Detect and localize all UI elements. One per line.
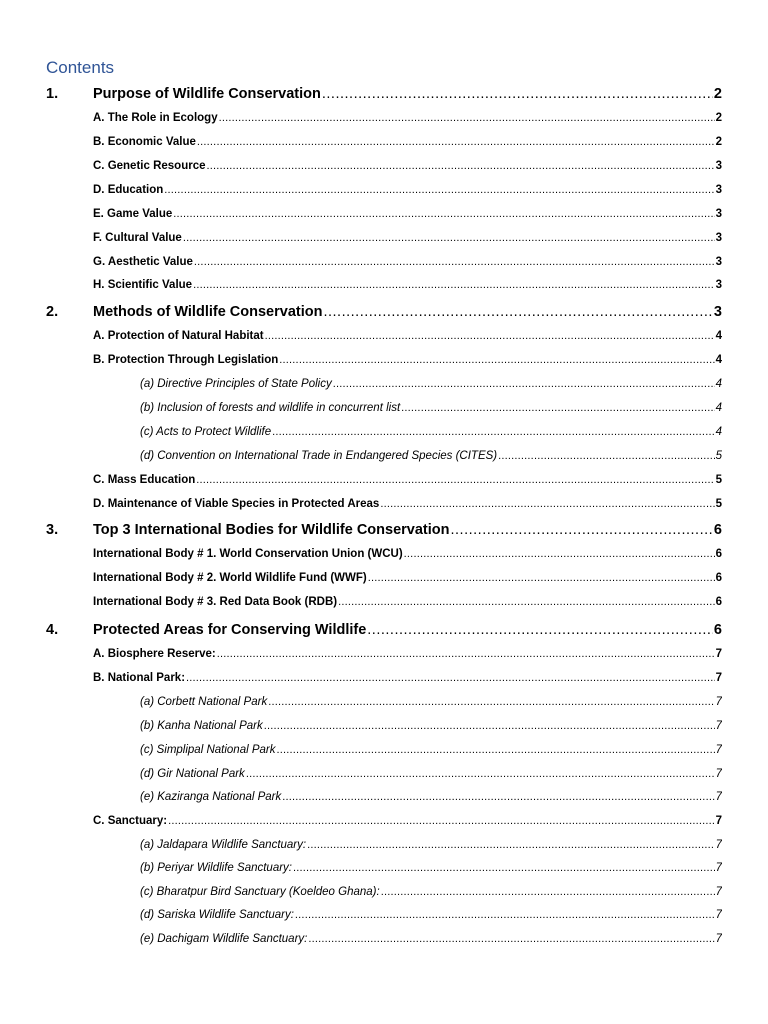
dot-leader — [186, 672, 715, 684]
entry-title: (d) Gir National Park — [140, 768, 245, 780]
dot-leader — [367, 622, 713, 638]
dot-leader — [338, 596, 715, 608]
entry-title: G. Aesthetic Value — [93, 256, 193, 268]
toc-item-entry[interactable] — [93, 112, 722, 124]
page-number: 3 — [715, 184, 722, 196]
toc-item-entry[interactable] — [93, 596, 722, 608]
entry-title: B. Economic Value — [93, 136, 196, 148]
dot-leader — [401, 402, 714, 414]
entry-title: Protected Areas for Conserving Wildlife — [93, 622, 367, 638]
dot-leader — [268, 696, 714, 708]
dot-leader — [307, 839, 715, 851]
toc-heading: Contents — [46, 58, 115, 77]
page-number: 7 — [715, 886, 722, 898]
entry-title: International Body # 2. World Wildlife Fund (WWF) — [93, 572, 367, 584]
dot-leader — [380, 498, 714, 510]
entry-title: C. Genetic Resource — [93, 160, 206, 172]
dot-leader — [282, 791, 714, 803]
page-number: 7 — [715, 648, 722, 660]
entry-title: H. Scientific Value — [93, 279, 193, 291]
toc-section-entry[interactable] — [46, 622, 722, 638]
entry-title: (c) Acts to Protect Wildlife — [140, 426, 272, 438]
entry-title: (a) Directive Principles of State Policy — [140, 378, 332, 390]
entry-title: International Body # 1. World Conservation Union (WCU) — [93, 548, 403, 560]
page-number: 7 — [715, 696, 722, 708]
entry-title: C. Mass Education — [93, 474, 196, 486]
section-number: 3. — [46, 522, 59, 538]
dot-leader — [197, 136, 715, 148]
dot-leader — [451, 522, 713, 538]
page-number: 7 — [715, 815, 722, 827]
dot-leader — [265, 330, 715, 342]
dot-leader — [173, 208, 714, 220]
entry-title: F. Cultural Value — [93, 232, 182, 244]
page-number: 3 — [715, 232, 722, 244]
page-number: 2 — [713, 86, 722, 102]
entry-title: (a) Corbett National Park — [140, 696, 268, 708]
dot-leader — [193, 279, 715, 291]
entry-title: B. Protection Through Legislation — [93, 354, 279, 366]
toc-subitem-entry[interactable] — [140, 886, 722, 898]
entry-title: (e) Kaziranga National Park — [140, 791, 282, 803]
toc-subitem-entry[interactable] — [140, 744, 722, 756]
toc-subitem-entry[interactable] — [140, 933, 722, 945]
entry-title: B. National Park: — [93, 672, 186, 684]
page-number: 2 — [715, 136, 722, 148]
toc-item-entry[interactable] — [93, 232, 722, 244]
dot-leader — [308, 933, 714, 945]
dot-leader — [164, 184, 714, 196]
page-number: 6 — [713, 622, 722, 638]
entry-title: (b) Inclusion of forests and wildlife in concurrent list — [140, 402, 401, 414]
page-number: 7 — [715, 839, 722, 851]
toc-subitem-entry[interactable] — [140, 450, 722, 462]
entry-title: (b) Periyar Wildlife Sanctuary: — [140, 862, 292, 874]
toc-subitem-entry[interactable] — [140, 791, 722, 803]
page-number: 7 — [715, 768, 722, 780]
dot-leader — [295, 909, 715, 921]
toc-item-entry[interactable] — [93, 354, 722, 366]
dot-leader — [279, 354, 714, 366]
entry-title: International Body # 3. Red Data Book (RDB) — [93, 596, 338, 608]
toc-subitem-entry[interactable] — [140, 839, 722, 851]
toc-item-entry[interactable] — [93, 672, 722, 684]
page-number: 3 — [715, 279, 722, 291]
toc-item-entry[interactable] — [93, 208, 722, 220]
toc-subitem-entry[interactable] — [140, 696, 722, 708]
dot-leader — [277, 744, 715, 756]
page-number: 6 — [713, 522, 722, 538]
entry-title: A. Protection of Natural Habitat — [93, 330, 264, 342]
dot-leader — [194, 256, 715, 268]
dot-leader — [206, 160, 714, 172]
page-number: 7 — [715, 672, 722, 684]
dot-leader — [381, 886, 715, 898]
entry-title: A. The Role in Ecology — [93, 112, 218, 124]
page-number: 6 — [715, 596, 722, 608]
page-number: 4 — [715, 378, 722, 390]
page-number: 7 — [715, 933, 722, 945]
dot-leader — [196, 474, 714, 486]
dot-leader — [323, 304, 712, 320]
toc-item-entry[interactable] — [93, 648, 722, 660]
dot-leader — [272, 426, 714, 438]
dot-leader — [368, 572, 715, 584]
page-number: 4 — [715, 402, 722, 414]
toc-section-entry[interactable] — [46, 522, 722, 538]
dot-leader — [333, 378, 715, 390]
toc-item-entry[interactable] — [93, 572, 722, 584]
entry-title: (e) Dachigam Wildlife Sanctuary: — [140, 933, 308, 945]
page-number: 5 — [715, 474, 722, 486]
entry-title: E. Game Value — [93, 208, 173, 220]
entry-title: Top 3 International Bodies for Wildlife Conservation — [93, 522, 450, 538]
page-number: 6 — [715, 572, 722, 584]
toc-section-entry[interactable] — [46, 304, 722, 320]
section-number: 2. — [46, 304, 59, 320]
entry-title: D. Maintenance of Viable Species in Protected Areas — [93, 498, 380, 510]
toc-subitem-entry[interactable] — [140, 426, 722, 438]
page-number: 6 — [715, 548, 722, 560]
toc-item-entry[interactable] — [93, 279, 722, 291]
page-number: 4 — [715, 354, 722, 366]
dot-leader — [293, 862, 715, 874]
page-number: 3 — [713, 304, 722, 320]
toc-item-entry[interactable] — [93, 160, 722, 172]
page-number: 3 — [715, 160, 722, 172]
dot-leader — [322, 86, 713, 102]
dot-leader — [404, 548, 715, 560]
toc-subitem-entry[interactable] — [140, 720, 722, 732]
dot-leader — [168, 815, 714, 827]
toc-item-entry[interactable] — [93, 498, 722, 510]
toc-subitem-entry[interactable] — [140, 862, 722, 874]
entry-title: (a) Jaldapara Wildlife Sanctuary: — [140, 839, 307, 851]
entry-title: (d) Sariska Wildlife Sanctuary: — [140, 909, 294, 921]
page-number: 2 — [715, 112, 722, 124]
toc-section-entry[interactable] — [46, 86, 722, 102]
section-number: 1. — [46, 86, 59, 102]
toc-item-entry[interactable] — [93, 136, 722, 148]
toc-item-entry[interactable] — [93, 815, 722, 827]
page-number: 4 — [715, 426, 722, 438]
entry-title: (c) Bharatpur Bird Sanctuary (Koeldeo Ghana): — [140, 886, 380, 898]
page-number: 7 — [715, 862, 722, 874]
page-number: 7 — [715, 791, 722, 803]
toc-item-entry[interactable] — [93, 474, 722, 486]
toc-subitem-entry[interactable] — [140, 909, 722, 921]
dot-leader — [183, 232, 715, 244]
entry-title: A. Biosphere Reserve: — [93, 648, 216, 660]
entry-title: C. Sanctuary: — [93, 815, 168, 827]
section-number: 4. — [46, 622, 59, 638]
page-number: 4 — [715, 330, 722, 342]
entry-title: Methods of Wildlife Conservation — [93, 304, 323, 320]
toc-item-entry[interactable] — [93, 330, 722, 342]
entry-title: (c) Simplipal National Park — [140, 744, 276, 756]
toc-item-entry[interactable] — [93, 548, 722, 560]
entry-title: (b) Kanha National Park — [140, 720, 263, 732]
toc-subitem-entry[interactable] — [140, 378, 722, 390]
page-number: 7 — [715, 744, 722, 756]
toc-subitem-entry[interactable] — [140, 402, 722, 414]
dot-leader — [246, 768, 715, 780]
dot-leader — [219, 112, 715, 124]
entry-title: (d) Convention on International Trade in Endangered Species (CITES) — [140, 450, 498, 462]
page-number: 7 — [715, 720, 722, 732]
page-number: 5 — [715, 498, 722, 510]
dot-leader — [498, 450, 714, 462]
toc-subitem-entry[interactable] — [140, 768, 722, 780]
page-number: 7 — [715, 909, 722, 921]
dot-leader — [217, 648, 715, 660]
toc-item-entry[interactable] — [93, 184, 722, 196]
entry-title: D. Education — [93, 184, 164, 196]
dot-leader — [264, 720, 715, 732]
page-number: 5 — [715, 450, 722, 462]
entry-title: Purpose of Wildlife Conservation — [93, 86, 321, 102]
page-number: 3 — [715, 256, 722, 268]
page-number: 3 — [715, 208, 722, 220]
toc-item-entry[interactable] — [93, 256, 722, 268]
